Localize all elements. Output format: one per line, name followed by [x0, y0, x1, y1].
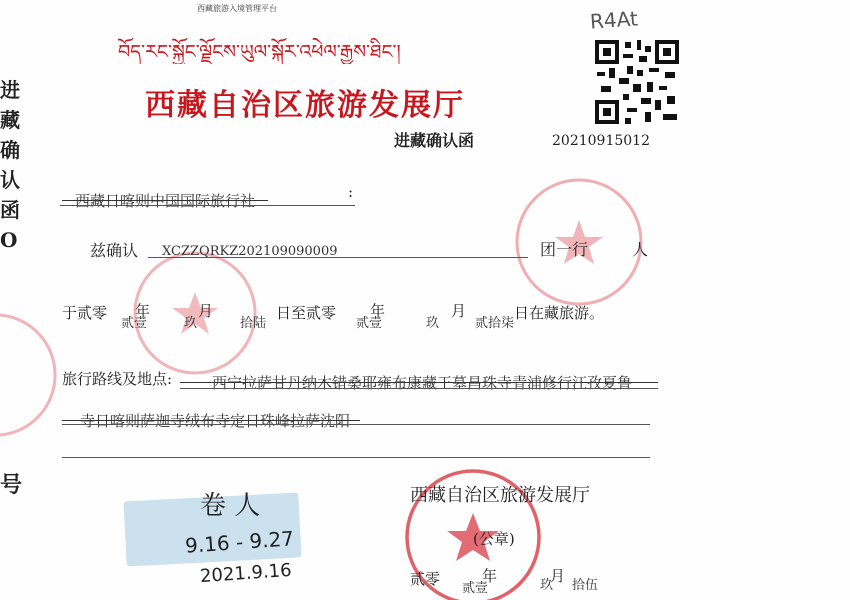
to-day: 贰拾柒 [475, 316, 515, 331]
issue-month-value: 玖 [540, 578, 554, 593]
month2-label: 月 [451, 302, 467, 320]
qr-code [593, 38, 681, 126]
year2-label: 年 [370, 302, 386, 320]
platform-header: 西藏旅游入境管理平台 [197, 4, 277, 13]
red-stamp-left-edge [0, 305, 60, 445]
to-month: 玖 [426, 316, 440, 331]
addressee-colon: : [348, 183, 354, 201]
handwritten-date-range: 9.16 - 9.27 [184, 526, 295, 558]
svg-text:བོད་རང་སྐྱོང་ལྗོངས་ཡུལ་སྐོར་འཕ: བོད་རང་སྐྱོང་ལྗོངས་ཡུལ་སྐོར་འཕེལ་རྒྱས་ཐིང་། [118, 41, 401, 63]
year-label: 年 [135, 302, 151, 320]
group-word: 团一行 [540, 240, 589, 259]
stub-margin-text: 进 藏 确 认 函 O [0, 78, 20, 252]
tibetan-title [118, 38, 523, 64]
persons-unit: 人 [632, 240, 649, 259]
from-year: 贰壹 [121, 316, 148, 331]
route-line-1: 西宁拉萨甘丹纳木错桑耶雍布康藏王墓昌珠寺青浦修行江孜夏鲁 [212, 374, 633, 392]
handwritten-note: R4At [589, 6, 639, 34]
issuer-name: 西藏自治区旅游发展厅 [410, 485, 590, 506]
issue-month-label: 月 [550, 567, 566, 585]
month-label: 月 [198, 302, 214, 320]
from-day: 拾陆 [240, 316, 267, 331]
issue-year-label: 年 [482, 567, 498, 585]
route-line-2: 寺日喀则萨迦寺绒布寺定日珠峰拉萨沈阳 [80, 412, 351, 430]
stub-bottom-char: 号 [0, 472, 23, 498]
addressee-name: 西藏日喀则中国国际旅行社 [75, 192, 256, 210]
date-end-text: 日在藏旅游。 [514, 304, 605, 322]
date-prefix: 于贰零 [62, 304, 108, 322]
to-year: 贰壹 [356, 316, 383, 331]
issue-date-prefix: 贰零 [410, 570, 441, 588]
group-code: XCZZQRKZ202109090009 [162, 244, 338, 259]
issue-year-value: 贰壹 [462, 581, 489, 596]
confirm-label: 兹确认 [90, 241, 139, 260]
document-number: 20210915012 [552, 133, 650, 149]
letterhead-title: 西藏自治区旅游发展厅 [145, 88, 465, 123]
official-seal-label: (公章) [473, 530, 515, 548]
day-to-label: 日至贰零 [276, 304, 337, 322]
route-label: 旅行路线及地点: [62, 370, 173, 388]
signature-mark: 卷 人 [200, 491, 261, 521]
document-type: 进藏确认函 [394, 131, 475, 150]
handwritten-sign-date: 2021.9.16 [199, 559, 293, 588]
issue-day-value: 拾伍 [572, 578, 599, 593]
from-month: 玖 [184, 316, 198, 331]
